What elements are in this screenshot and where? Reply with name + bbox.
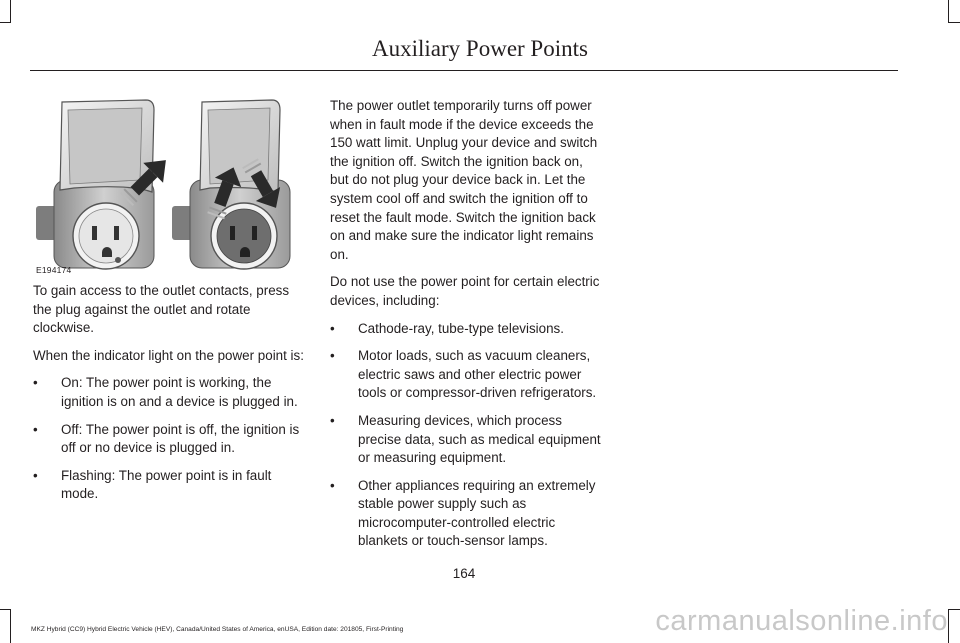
bullet: • — [33, 375, 38, 391]
outlet-drawing — [34, 96, 306, 276]
list-item-text: Measuring devices, which process precise data, such as medical equipment or measuring equipment. — [358, 412, 601, 466]
watermark: carmanualsonline.info — [655, 605, 948, 637]
footer-text: MKZ Hybrid (CC9) Hybrid Electric Vehicle (HEV), Canada/United States of America, enUSA, Edition date: 201805, First-Printing — [31, 626, 404, 633]
outlet-right — [172, 100, 290, 269]
crop-mark-bottom-right-h — [948, 609, 960, 610]
bullet: • — [330, 320, 335, 336]
device-warning-list — [330, 320, 604, 552]
figure-id: E194174 — [36, 265, 72, 275]
crop-mark-top-right-h — [948, 22, 960, 23]
right-column — [330, 97, 604, 560]
list-item-text: Off: The power point is off, the ignition is off or no device is plugged in. — [61, 421, 300, 456]
crop-mark-top-right-v — [948, 0, 949, 22]
power-outlet-illustration — [34, 96, 306, 276]
bullet: • — [33, 467, 38, 483]
crop-mark-bottom-right-v — [948, 609, 949, 643]
warning-intro: Do not use the power point for certain electric devices, including: — [330, 274, 600, 308]
list-item — [33, 467, 309, 504]
list-item-text: Flashing: The power point is in fault mode. — [61, 467, 272, 502]
list-item — [33, 374, 309, 411]
list-item-text: On: The power point is working, the ignition is on and a device is plugged in. — [61, 375, 298, 409]
page-number: 164 — [452, 566, 476, 581]
list-item-text: Other appliances requiring an extremely stable power supply such as microcomputer-controlled electric blankets or touch-sensor lamps. — [358, 477, 596, 549]
bullet: • — [33, 421, 38, 437]
bullet: • — [330, 412, 335, 428]
list-item-text: Cathode-ray, tube-type televisions. — [358, 320, 564, 336]
indicator-list — [33, 374, 309, 504]
crop-mark-top-left-h — [0, 22, 11, 23]
list-item — [330, 320, 604, 339]
fault-mode-paragraph: The power outlet temporarily turns off power when in fault mode if the device exceeds the 150 watt limit. Unplug your device and switch the ignition off. Switch the ignition back on, but do not plug your device back in. Let the system cool off and switch the ignition off to reset the fault mode. Switch the ignition back on and make sure the indicator light remains on. — [330, 98, 598, 262]
bullet: • — [330, 348, 335, 364]
page-title: Auxiliary Power Points — [372, 36, 588, 61]
list-item — [330, 347, 604, 403]
crop-mark-bottom-left-h — [0, 609, 11, 610]
list-item — [33, 421, 309, 458]
crop-mark-bottom-left-v — [10, 609, 11, 643]
list-item — [330, 412, 604, 468]
intro-paragraph: To gain access to the outlet contacts, press the plug against the outlet and rotate clockwise. — [33, 283, 290, 336]
crop-mark-top-left-v — [10, 0, 11, 22]
header-rule — [30, 70, 898, 71]
indicator-intro: When the indicator light on the power point is: — [33, 347, 304, 363]
list-item-text: Motor loads, such as vacuum cleaners, electric saws and other electric power tools or compressor-driven refrigerators. — [358, 348, 597, 401]
list-item — [330, 477, 604, 551]
left-column — [33, 282, 309, 513]
outlet-left — [36, 100, 176, 269]
bullet: • — [330, 477, 335, 493]
